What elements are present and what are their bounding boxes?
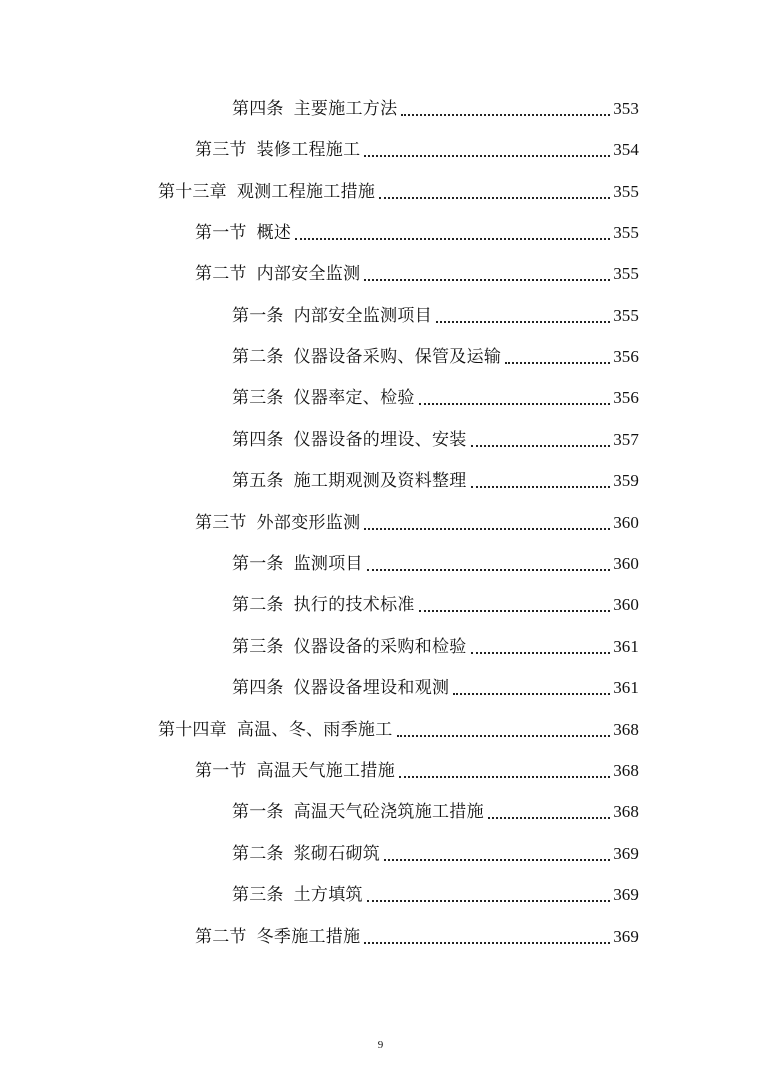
dot-leader bbox=[453, 693, 610, 695]
toc-entry-label: 第一条 bbox=[232, 306, 284, 326]
toc-entry-label: 第三节 bbox=[195, 140, 247, 160]
toc-entry-title: 仪器设备埋设和观测 bbox=[293, 678, 450, 698]
toc-entry-label: 第二节 bbox=[195, 927, 247, 947]
toc-entry-article[interactable] bbox=[232, 800, 639, 824]
toc-entry-label: 第二节 bbox=[195, 264, 247, 284]
dot-leader bbox=[364, 942, 610, 944]
page-number: 9 bbox=[377, 1039, 384, 1051]
toc-entry-title: 冬季施工措施 bbox=[256, 927, 361, 947]
toc-entry-section[interactable] bbox=[195, 138, 639, 162]
toc-entry-article[interactable] bbox=[232, 883, 639, 907]
dot-leader bbox=[471, 652, 611, 654]
toc-entry-page: 361 bbox=[613, 678, 639, 697]
toc-entry-section[interactable] bbox=[195, 925, 639, 949]
toc-entry-label: 第一节 bbox=[195, 223, 247, 243]
dot-leader bbox=[436, 321, 610, 323]
toc-entry-section[interactable] bbox=[195, 511, 639, 535]
toc-entry-label: 第十四章 bbox=[158, 720, 227, 740]
toc-entry-title: 仪器率定、检验 bbox=[293, 388, 415, 408]
dot-leader bbox=[471, 486, 611, 488]
toc-entry-page: 359 bbox=[613, 471, 639, 490]
toc-entry-article[interactable] bbox=[232, 386, 639, 410]
toc-entry-article[interactable] bbox=[232, 842, 639, 866]
toc-entry-page: 355 bbox=[613, 264, 639, 283]
toc-entry-page: 360 bbox=[613, 595, 639, 614]
toc-entry-label: 第一条 bbox=[232, 802, 284, 822]
dot-leader bbox=[399, 776, 610, 778]
toc-entry-page: 368 bbox=[613, 802, 639, 821]
toc-entry-title: 外部变形监测 bbox=[256, 513, 361, 533]
toc-entry-section[interactable] bbox=[195, 262, 639, 286]
toc-entry-section[interactable] bbox=[195, 221, 639, 245]
dot-leader bbox=[419, 610, 610, 612]
dot-leader bbox=[295, 238, 610, 240]
toc-entry-page: 360 bbox=[613, 513, 639, 532]
dot-leader bbox=[397, 735, 611, 737]
toc-entry-label: 第四条 bbox=[232, 430, 284, 450]
toc-entry-page: 353 bbox=[613, 99, 639, 118]
toc-entry-label: 第三条 bbox=[232, 388, 284, 408]
toc-entry-title: 仪器设备的采购和检验 bbox=[293, 637, 467, 657]
toc-entry-label: 第五条 bbox=[232, 471, 284, 491]
dot-leader bbox=[384, 859, 610, 861]
toc-entry-title: 仪器设备采购、保管及运输 bbox=[293, 347, 502, 367]
toc-entry-chapter[interactable] bbox=[158, 718, 639, 742]
dot-leader bbox=[364, 279, 610, 281]
toc-entry-section[interactable] bbox=[195, 759, 639, 783]
dot-leader bbox=[367, 900, 610, 902]
toc-entry-chapter[interactable] bbox=[158, 180, 639, 204]
toc-entry-label: 第一节 bbox=[195, 761, 247, 781]
toc-entry-article[interactable] bbox=[232, 345, 639, 369]
toc-entry-article[interactable] bbox=[232, 304, 639, 328]
toc-entry-article[interactable] bbox=[232, 676, 639, 700]
toc-entry-label: 第十三章 bbox=[158, 182, 227, 202]
toc-entry-page: 356 bbox=[613, 388, 639, 407]
toc-entry-page: 368 bbox=[613, 720, 639, 739]
toc-entry-article[interactable] bbox=[232, 428, 639, 452]
toc-entry-title: 高温天气砼浇筑施工措施 bbox=[293, 802, 484, 822]
toc-entry-page: 369 bbox=[613, 927, 639, 946]
toc-entry-label: 第二条 bbox=[232, 844, 284, 864]
toc-entry-label: 第三节 bbox=[195, 513, 247, 533]
toc-entry-page: 356 bbox=[613, 347, 639, 366]
dot-leader bbox=[401, 114, 610, 116]
toc-entry-label: 第三条 bbox=[232, 885, 284, 905]
dot-leader bbox=[379, 197, 610, 199]
toc-entry-label: 第四条 bbox=[232, 678, 284, 698]
toc-entry-title: 高温、冬、雨季施工 bbox=[236, 720, 393, 740]
dot-leader bbox=[367, 569, 610, 571]
toc-entry-title: 执行的技术标准 bbox=[293, 595, 415, 615]
toc-entry-title: 概述 bbox=[256, 223, 292, 243]
toc-entry-title: 施工期观测及资料整理 bbox=[293, 471, 467, 491]
toc-entry-page: 357 bbox=[613, 430, 639, 449]
toc-entry-label: 第一条 bbox=[232, 554, 284, 574]
dot-leader bbox=[505, 362, 610, 364]
dot-leader bbox=[488, 817, 610, 819]
toc-entry-title: 高温天气施工措施 bbox=[256, 761, 396, 781]
dot-leader bbox=[364, 528, 610, 530]
toc-entry-page: 354 bbox=[613, 140, 639, 159]
dot-leader bbox=[364, 155, 610, 157]
toc-entry-title: 观测工程施工措施 bbox=[236, 182, 376, 202]
toc-entry-article[interactable] bbox=[232, 635, 639, 659]
toc-entry-page: 355 bbox=[613, 223, 639, 242]
toc-entry-page: 368 bbox=[613, 761, 639, 780]
toc-entry-article[interactable] bbox=[232, 469, 639, 493]
toc-entry-label: 第二条 bbox=[232, 595, 284, 615]
toc-entry-title: 仪器设备的埋设、安装 bbox=[293, 430, 467, 450]
toc-entry-title: 主要施工方法 bbox=[293, 99, 398, 119]
toc-entry-title: 装修工程施工 bbox=[256, 140, 361, 160]
toc-entry-title: 土方填筑 bbox=[293, 885, 363, 905]
toc-entry-title: 浆砌石砌筑 bbox=[293, 844, 381, 864]
toc-entry-title: 内部安全监测项目 bbox=[293, 306, 433, 326]
toc-entry-page: 355 bbox=[613, 182, 639, 201]
dot-leader bbox=[471, 445, 611, 447]
toc-entry-page: 360 bbox=[613, 554, 639, 573]
toc-entry-label: 第二条 bbox=[232, 347, 284, 367]
toc-entry-page: 369 bbox=[613, 885, 639, 904]
toc-entry-title: 监测项目 bbox=[293, 554, 363, 574]
toc-entry-label: 第三条 bbox=[232, 637, 284, 657]
toc-entry-page: 355 bbox=[613, 306, 639, 325]
toc-entry-page: 369 bbox=[613, 844, 639, 863]
toc-entry-article[interactable] bbox=[232, 97, 639, 121]
toc-entry-article[interactable] bbox=[232, 552, 639, 576]
toc-entry-article[interactable] bbox=[232, 593, 639, 617]
toc-entry-label: 第四条 bbox=[232, 99, 284, 119]
toc-entry-page: 361 bbox=[613, 637, 639, 656]
dot-leader bbox=[419, 403, 610, 405]
toc-entry-title: 内部安全监测 bbox=[256, 264, 361, 284]
